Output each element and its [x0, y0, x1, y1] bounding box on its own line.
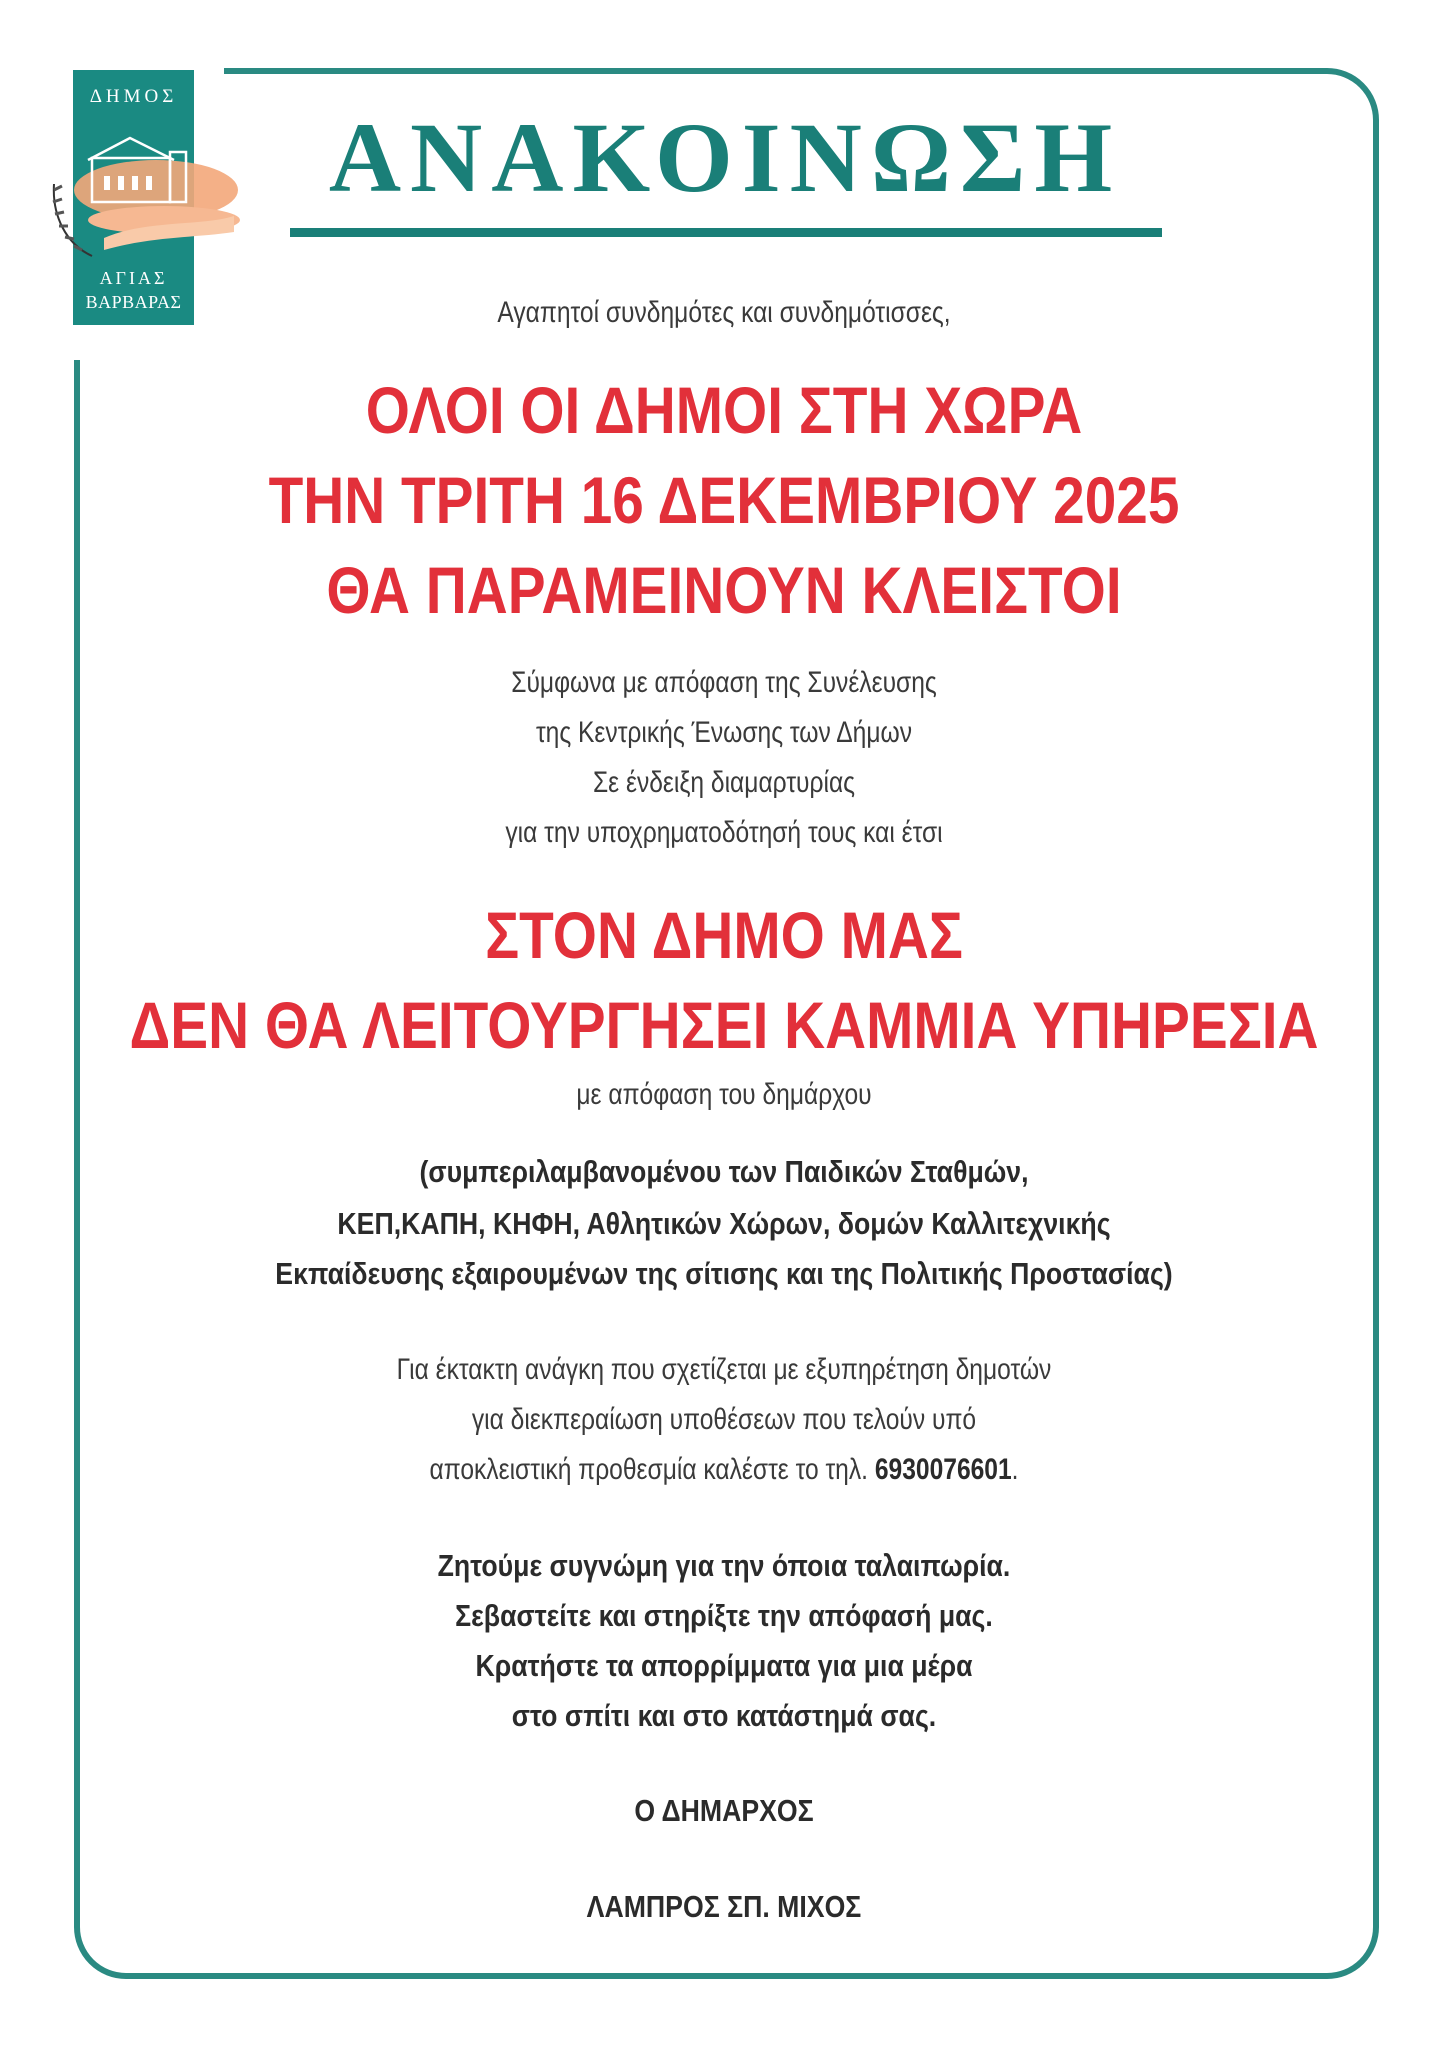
headline-1-line-3: ΘΑ ΠΑΡΑΜΕΙΝΟΥΝ ΚΛΕΙΣΤΟΙ [326, 553, 1122, 627]
closing-line-2: Σεβαστείτε και στηρίξτε την απόφασή μας. [455, 1598, 993, 1633]
signature-name: ΛΑΜΠΡΟΣ ΣΠ. ΜΙΧΟΣ [586, 1889, 862, 1924]
headline-2-line-2: ΔΕΝ ΘΑ ΛΕΙΤΟΥΡΓΗΣΕΙ ΚΑΜΜΙΑ ΥΠΗΡΕΣΙΑ [129, 988, 1319, 1062]
emergency-line-1: Για έκτακτη ανάγκη που σχετίζεται με εξυπηρέτηση δημοτών [396, 1353, 1052, 1386]
emergency-suffix: . [1011, 1453, 1019, 1486]
headline-1-line-1: ΟΛΟΙ ΟΙ ΔΗΜΟΙ ΣΤΗ ΧΩΡΑ [365, 373, 1083, 447]
logo-top-text: ΔΗΜΟΣ [89, 86, 178, 107]
emergency-phone: 6930076601 [874, 1453, 1012, 1486]
greeting: Αγαπητοί συνδημότες και συνδημότισσες, [497, 296, 951, 329]
services-line-3: Εκπαίδευσης εξαιρουμένων της σίτισης και της Πολιτικής Προστασίας) [275, 1256, 1173, 1291]
closing-line-1: Ζητούμε συγνώμη για την όποια ταλαιπωρία. [437, 1548, 1011, 1583]
church-emblem-icon [44, 120, 244, 280]
services-line-1: (συμπεριλαμβανομένου των Παιδικών Σταθμών, [419, 1154, 1029, 1189]
title-underline [290, 228, 1162, 237]
reason-line-2: της Κεντρικής Ένωσης των Δήμων [535, 716, 913, 749]
signature-title: Ο ΔΗΜΑΡΧΟΣ [634, 1793, 814, 1828]
closing-line-4: στο σπίτι και στο κατάστημά σας. [511, 1698, 937, 1733]
notice-title: ΑΝΑΚΟΙΝΩΣΗ [328, 102, 1122, 213]
mayor-decision: με απόφαση του δημάρχου [576, 1078, 872, 1111]
emergency-prefix: αποκλειστική προθεσμία καλέστε το τηλ. [429, 1453, 869, 1486]
logo-middle-text: ΑΓΙΑΣ [99, 268, 168, 288]
logo-bottom-text: ΒΑΡΒΑΡΑΣ [85, 292, 182, 312]
reason-line-1: Σύμφωνα με απόφαση της Συνέλευσης [511, 666, 937, 699]
reason-line-3: Σε ένδειξη διαμαρτυρίας [592, 766, 856, 799]
emergency-line-3 [130, 1453, 1317, 1487]
reason-line-4: για την υποχρηματοδότησή τους και έτσι [505, 816, 943, 849]
headline-2-line-1: ΣΤΟΝ ΔΗΜΟ ΜΑΣ [485, 898, 963, 972]
emergency-line-2: για διεκπεραίωση υποθέσεων που τελούν υπό [471, 1403, 977, 1436]
closing-line-3: Κρατήστε τα απορρίμματα για μια μέρα [475, 1648, 973, 1683]
services-line-2: ΚΕΠ,ΚΑΠΗ, ΚΗΦΗ, Αθλητικών Χώρων, δομών Καλλιτεχνικής [337, 1206, 1111, 1241]
headline-1-line-2: ΤΗΝ ΤΡΙΤΗ 16 ΔΕΚΕΜΒΡΙΟΥ 2025 [268, 463, 1180, 537]
